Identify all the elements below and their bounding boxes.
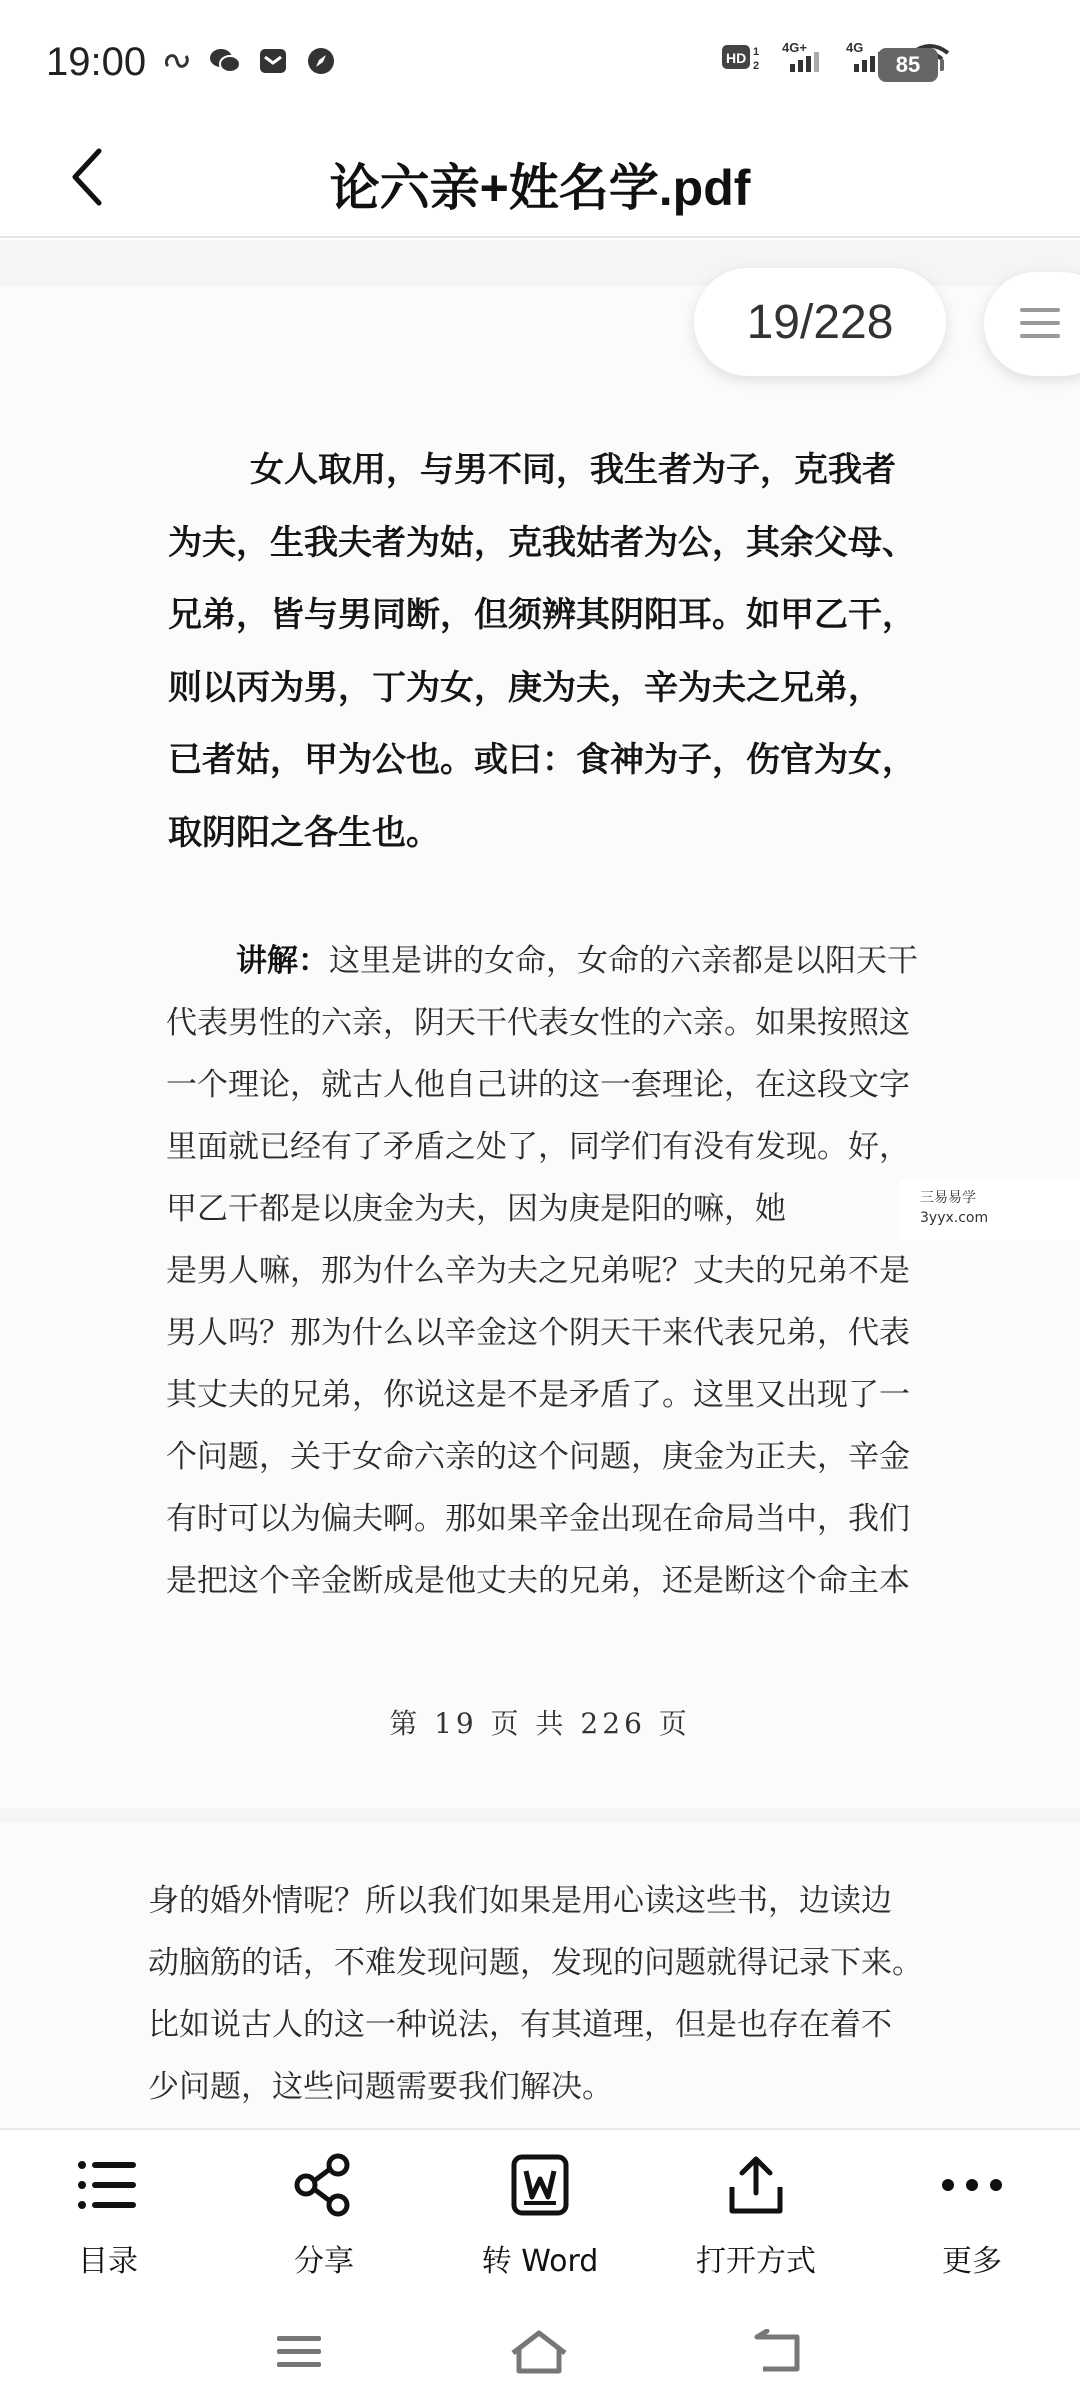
- hd-icon: [722, 41, 762, 76]
- watermark: [900, 1180, 1080, 1240]
- page-footer: 第 19 页 共 226 页: [389, 1707, 691, 1740]
- verse-line: 为夫，生我夫者为姑，克我姑者为公，其余父母、: [168, 522, 916, 563]
- svg-text:2: 2: [753, 60, 760, 72]
- battery-indicator: 85: [878, 48, 938, 82]
- verse-block: [168, 434, 968, 869]
- app-header: [0, 120, 1080, 238]
- explanation-line: 甲乙干都是以庚金为夫，因为庚是阳的嘛，她: [166, 1191, 786, 1227]
- share-label: 分享: [294, 2244, 354, 2279]
- toc-label: 目录: [78, 2244, 138, 2279]
- explanation-line: [166, 930, 966, 992]
- next-page-line: 少问题，这些问题需要我们解决。: [148, 2069, 613, 2105]
- more-label: 更多: [942, 2244, 1002, 2279]
- bottom-toolbar: [0, 2128, 1080, 2298]
- status-time: 19:00: [46, 40, 147, 84]
- verse-line: 女人取用，与男不同，我生者为子，克我者: [250, 450, 896, 490]
- verse-line: 已者姑，甲为公也。或曰：食神为子，伤官为女，: [168, 740, 916, 780]
- explanation-line: 代表男性的六亲，阴天干代表女性的六亲。如果按照这: [166, 1005, 910, 1041]
- back-nav-button[interactable]: [744, 2322, 814, 2382]
- watermark-line: 三易易学: [920, 1190, 976, 1206]
- explanation-line: 是男人嘛，那为什么辛为夫之兄弟呢？丈夫的兄弟不是: [166, 1253, 910, 1289]
- next-page-line: 比如说古人的这一种说法，有其道理，但是也存在着不: [148, 2007, 892, 2043]
- explanation-block: [166, 930, 966, 1612]
- menu-icon: [275, 2332, 323, 2372]
- share-button[interactable]: [224, 2140, 424, 2290]
- open-with-button[interactable]: [656, 2140, 856, 2290]
- explanation-first: 这里是讲的女命，女命的六亲都是以阳天干: [329, 943, 918, 979]
- open-with-icon: [721, 2150, 791, 2220]
- svg-text:4G: 4G: [846, 40, 864, 55]
- outline-toggle-button[interactable]: [984, 272, 1080, 376]
- compass-icon: [304, 44, 338, 78]
- status-left-icons: [160, 44, 338, 78]
- explanation-line: 男人吗？那为什么以辛金这个阴天干来代表兄弟，代表: [166, 1315, 910, 1351]
- home-button[interactable]: [504, 2322, 574, 2382]
- explanation-label: 讲解：: [236, 943, 329, 979]
- wechat-icon: [208, 44, 242, 78]
- convert-word-button[interactable]: [440, 2140, 640, 2290]
- back-nav-icon: [753, 2329, 805, 2375]
- explanation-line: 个问题，关于女命六亲的这个问题，庚金为正夫，辛金: [166, 1439, 910, 1475]
- pdf-viewer[interactable]: [0, 240, 1080, 2128]
- explanation-line: 其丈夫的兄弟，你说这是不是矛盾了。这里又出现了一: [166, 1377, 910, 1413]
- system-navbar: [0, 2298, 1080, 2408]
- svg-text:4G+: 4G+: [782, 40, 807, 55]
- mail-icon: [256, 44, 290, 78]
- link-icon: [160, 44, 194, 78]
- next-page-line: 动脑筋的话，不难发现问题，发现的问题就得记录下来。: [148, 1945, 923, 1981]
- explanation-line: 有时可以为偏夫啊。那如果辛金出现在命局当中，我们: [166, 1501, 910, 1537]
- svg-text:1: 1: [753, 46, 760, 58]
- status-bar: [0, 0, 1080, 120]
- explanation-line: 一个理论，就古人他自己讲的这一套理论，在这段文字: [166, 1067, 910, 1103]
- more-icon: [937, 2150, 1007, 2220]
- more-button[interactable]: [872, 2140, 1072, 2290]
- watermark-line: 3yyx.com: [920, 1210, 989, 1226]
- explanation-line: 是把这个辛金断成是他丈夫的兄弟，还是断这个命主本: [166, 1563, 910, 1599]
- page-indicator[interactable]: 19/228: [694, 268, 946, 376]
- verse-line: 取阴阳之各生也。: [168, 812, 440, 853]
- verse-line: 则以丙为男，丁为女，庚为夫，辛为夫之兄弟，: [168, 667, 882, 708]
- recents-button[interactable]: [264, 2322, 334, 2382]
- next-page-line: 身的婚外情呢？所以我们如果是用心读这些书，边读边: [148, 1883, 892, 1919]
- share-icon: [289, 2150, 359, 2220]
- menu-lines-icon: [1020, 308, 1060, 347]
- explanation-line: 里面就已经有了矛盾之处了，同学们有没有发现。好，: [166, 1129, 910, 1165]
- svg-text:HD: HD: [726, 50, 747, 66]
- toc-button[interactable]: [8, 2140, 208, 2290]
- home-icon: [509, 2329, 569, 2375]
- verse-line: 兄弟，皆与男同断，但须辨其阴阳耳。如甲乙干，: [168, 595, 916, 635]
- convert-word-label: 转 Word: [481, 2244, 599, 2279]
- list-icon: [73, 2150, 143, 2220]
- next-page-text: [148, 1870, 968, 2118]
- open-with-label: 打开方式: [696, 2244, 816, 2279]
- word-icon: [505, 2150, 575, 2220]
- document-title: 论六亲+姓名学.pdf: [329, 160, 751, 216]
- signal-4gplus-icon: [782, 40, 826, 77]
